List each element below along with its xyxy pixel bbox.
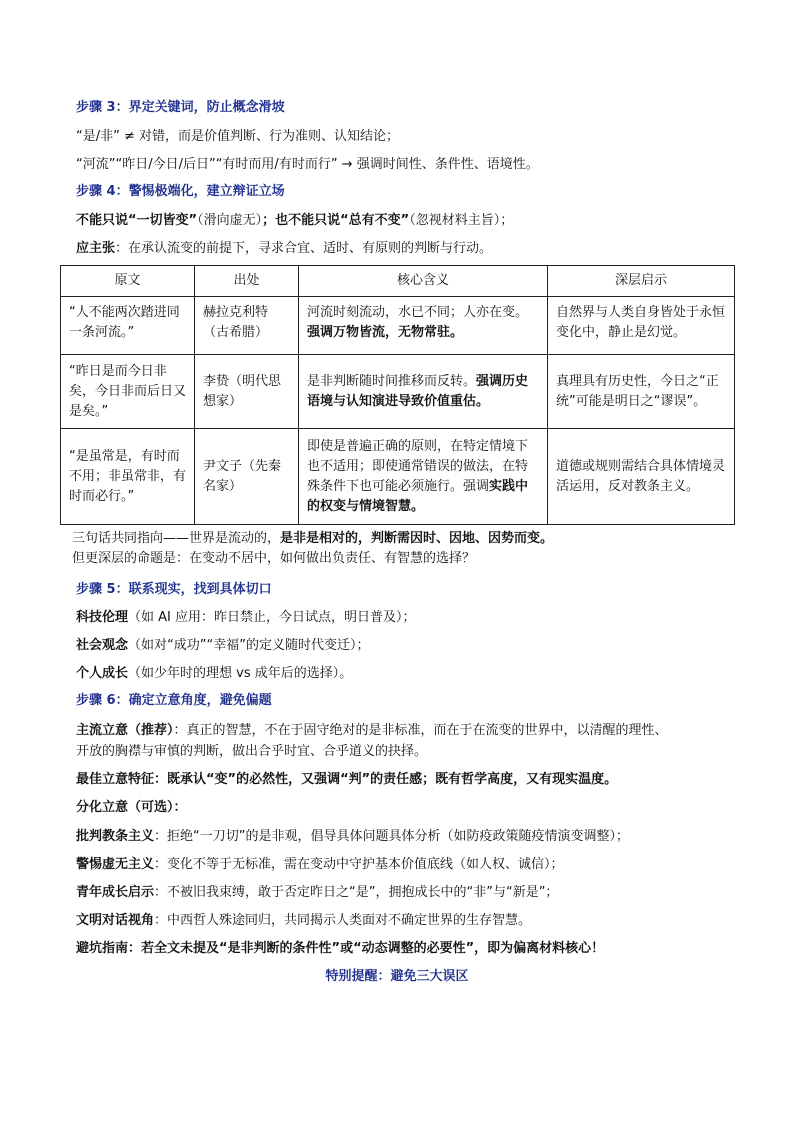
step5-item	[76, 609, 416, 627]
step4-line-2	[76, 240, 492, 258]
meaning-bold-text: 强调万物皆流，无物常驻。	[307, 325, 464, 340]
step4-line-1-b: （滑向虚无）	[197, 213, 263, 228]
table-row	[61, 297, 735, 355]
main-idea-text-1: ：真正的智慧，不在于固守绝对的是非标准，而在于在流变的世界中，以清醒的理性、	[173, 723, 668, 738]
meaning-cell	[299, 429, 548, 525]
step5-item	[76, 665, 352, 683]
step3-heading: 步骤 3：界定关键词，防止概念滑坡	[76, 100, 285, 115]
summary-line-1-a: 三句话共同指向——世界是流动的，	[72, 531, 281, 546]
step5-item-text: （如对“成功”“幸福”的定义随时代变迁）；	[128, 638, 370, 653]
step5-item-text: （如 AI 应用：昨日禁止，今日试点，明日普及）；	[128, 610, 416, 625]
meaning-text: 是非判断随时间推移而反转。	[307, 373, 477, 389]
meaning-text: 即使是普遍正确的原则，在特定情境下也不适用；即使通常错误的做法，在特殊条件下也可能必须施行。强调	[307, 438, 529, 494]
step5-item	[76, 637, 369, 655]
step4-line-1-d: （忽视材料主旨）；	[409, 213, 514, 228]
step4-heading: 步骤 4：警惕极端化，建立辩证立场	[76, 184, 285, 199]
quote-cell: “是虽常是，有时而不用；非虽常非，有时而必行。”	[61, 429, 195, 525]
meaning-bold-text: 实践中的权变与情境智慧。	[307, 478, 529, 514]
pitfall-warning: 避坑指南：若全文未提及“是非判断的条件性”或“动态调整的必要性”，即为偏离材料核心！	[76, 941, 605, 956]
table-header-cell: 出处	[195, 266, 299, 297]
sub-ideas-title: 分化立意（可选）：	[76, 800, 187, 815]
step5-item-label: 个人成长	[76, 666, 129, 681]
sub-idea-label: 青年成长启示	[76, 885, 155, 900]
meaning-cell	[299, 355, 548, 429]
sub-idea-item	[76, 884, 558, 902]
step4-line-2-label: 应主张	[76, 241, 116, 256]
source-cell: 尹文子（先秦名家）	[195, 429, 299, 525]
sub-idea-text: ：中西哲人殊途同归，共同揭示人类面对不确定世界的生存智慧。	[154, 913, 532, 928]
main-idea-line-1	[76, 722, 668, 740]
meaning-text: 河流时刻流动，水已不同；人亦在变。	[307, 305, 529, 320]
step4-line-1	[76, 212, 513, 230]
step3-line-1: “是/非” ≠ 对错，而是价值判断、行为准则、认知结论；	[76, 129, 400, 144]
main-idea-line-2: 开放的胸襟与审慎的判断，做出合乎时宜、合乎道义的抉择。	[76, 744, 428, 759]
insight-cell: 自然界与人类自身皆处于永恒变化中，静止是幻觉。	[548, 297, 735, 355]
insight-cell: 真理具有历史性，今日之“正统”可能是明日之“谬误”。	[548, 355, 735, 429]
step4-line-1-c: ；也不能只说“总有不变”	[262, 213, 410, 228]
sub-idea-text: ：变化不等于无标准，需在变动中守护基本价值底线（如人权、诚信）；	[154, 857, 564, 872]
step4-line-2-text: ：在承认流变的前提下，寻求合宜、适时、有原则的判断与行动。	[115, 241, 493, 256]
best-idea-features: 最佳立意特征：既承认“变”的必然性，又强调“判”的责任感；既有哲学高度，又有现实温度。	[76, 772, 618, 787]
step5-item-label: 科技伦理	[76, 610, 129, 625]
sub-idea-text: ：不被旧我束缚，敢于否定昨日之“是”，拥抱成长中的“非”与“新是”；	[154, 885, 559, 900]
summary-line-1	[72, 530, 553, 548]
sub-idea-item	[76, 828, 629, 846]
sub-idea-text: ：拒绝“一刀切”的是非观，倡导具体问题具体分析（如防疫政策随疫情演变调整）；	[154, 829, 629, 844]
sub-idea-label: 警惕虚无主义	[76, 857, 155, 872]
meaning-bold-text: 强调历史语境与认知演进导致价值重估。	[307, 373, 529, 409]
insight-cell: 道德或规则需结合具体情境灵活运用，反对教条主义。	[548, 429, 735, 525]
sub-idea-label: 批判教条主义	[76, 829, 155, 844]
special-reminder: 特别提醒：避免三大误区	[325, 969, 469, 984]
table-row	[61, 355, 735, 429]
step5-item-label: 社会观念	[76, 638, 129, 653]
sub-idea-item	[76, 912, 531, 930]
table-header-cell: 原文	[61, 266, 195, 297]
step5-item-text: （如少年时的理想 vs 成年后的选择）。	[128, 666, 353, 681]
table-header-row	[61, 266, 735, 297]
table-header-cell: 深层启示	[548, 266, 735, 297]
sub-idea-item	[76, 856, 564, 874]
source-cell: 李贽（明代思想家）	[195, 355, 299, 429]
quote-cell: “人不能两次踏进同一条河流。”	[61, 297, 195, 355]
quote-cell: “昨日是而今日非矣，今日非而后日又是矣。”	[61, 355, 195, 429]
table-header-cell: 核心含义	[299, 266, 548, 297]
sub-idea-label: 文明对话视角	[76, 913, 155, 928]
summary-line-1-b: 是非是相对的，判断需因时、因地、因势而变。	[280, 531, 554, 546]
quotes-table	[60, 265, 735, 525]
step4-line-1-a: 不能只说“一切皆变”	[76, 213, 198, 228]
table-row	[61, 429, 735, 525]
source-cell: 赫拉克利特（古希腊）	[195, 297, 299, 355]
main-idea-label: 主流立意（推荐）	[76, 723, 174, 738]
step6-heading: 步骤 6：确定立意角度，避免偏题	[76, 693, 272, 708]
step3-line-2: “河流”“昨日/今日/后日”“有时而用/有时而行” → 强调时间性、条件性、语境性。	[76, 157, 539, 172]
step5-heading: 步骤 5：联系现实，找到具体切口	[76, 582, 272, 597]
meaning-cell	[299, 297, 548, 355]
summary-line-2: 但更深层的命题是：在变动不居中，如何做出负责任、有智慧的选择？	[72, 551, 476, 566]
